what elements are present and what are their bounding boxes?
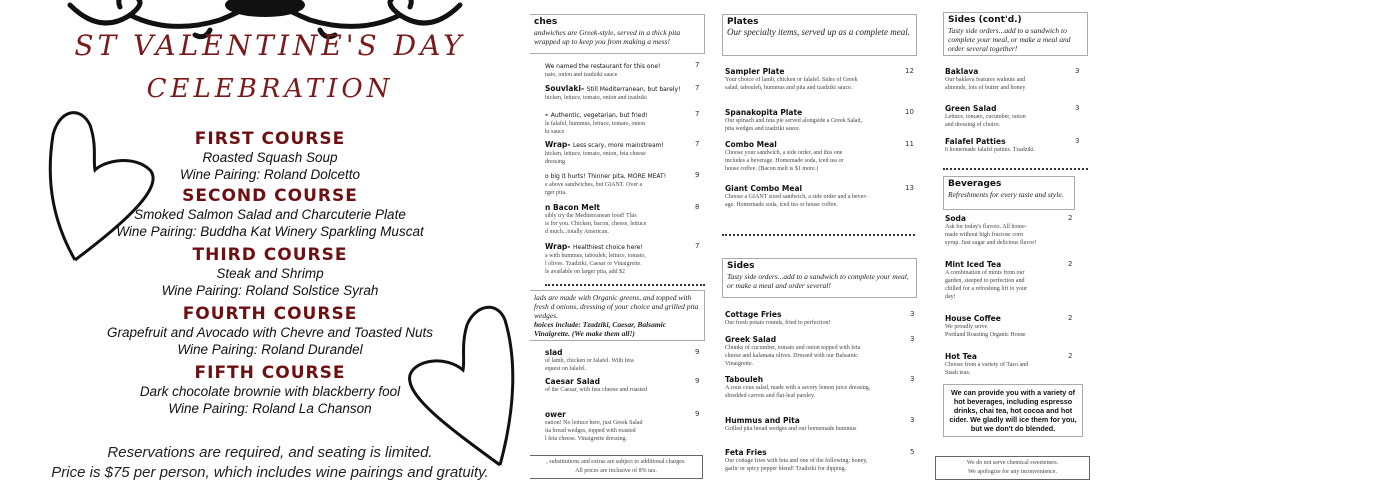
- menu-item: [725, 140, 843, 173]
- item-name-text: Green Salad: [945, 104, 997, 113]
- item-price: 9: [695, 348, 700, 356]
- item-price: 7: [695, 84, 700, 92]
- item-name: [945, 214, 1036, 223]
- item-description: cheese and kalamata olives. Dressed with our Balsamic: [725, 353, 858, 359]
- reservation-note: [0, 443, 540, 483]
- item-description: Your choice of lamb, chicken or falafel. Sides of Greek: [725, 77, 858, 83]
- item-description: Our baklava features walnuts and: [945, 77, 1026, 83]
- item-tagline: Healthiest choice here!: [573, 244, 643, 251]
- item-name: [725, 140, 843, 149]
- beverages-footer: [935, 456, 1090, 480]
- item-description: syrup. Just sugar and delicious flavor!: [945, 240, 1037, 246]
- item-name: [945, 352, 1028, 361]
- item-name-text: Wrap-: [545, 140, 571, 149]
- item-price: 3: [1075, 137, 1080, 145]
- item-name: [945, 314, 1026, 323]
- beverages-header: [943, 176, 1075, 210]
- item-description: dressing: [545, 159, 565, 165]
- item-description: eation! No lettuce here, just Greek Salad: [545, 420, 643, 426]
- section-subtitle: Tasty side orders...add to a sandwich to complete your meal, or make a meal and order several together!: [948, 26, 1071, 53]
- item-name-text: Soda: [945, 214, 966, 223]
- item-price: 12: [905, 67, 914, 75]
- item-description: hicken, lettuce, tomato, onion and tzadziki: [545, 95, 647, 101]
- footer-text: We apologize for any inconvenience.: [968, 469, 1057, 475]
- item-description: includes a beverage. Homemade soda, iced tea or: [725, 158, 844, 164]
- sides-contd-header: [943, 12, 1088, 56]
- item-description: Lettuce, tomato, cucumber, onion: [945, 114, 1026, 120]
- section-divider: [545, 284, 705, 286]
- item-description: l olives. Tzadziki, Caesar or Vinaigrette.: [545, 261, 642, 267]
- menu-item: [725, 67, 858, 92]
- item-description: a with hummus, tabouleh, lettuce, tomato,: [545, 253, 646, 259]
- wine-pairing: Wine Pairing: Roland Durandel: [177, 342, 363, 357]
- menu-item: [545, 203, 646, 236]
- item-description: Stash teas.: [945, 370, 971, 376]
- section-subtitle: Our specialty items, served up as a complete meal.: [727, 27, 910, 37]
- menu-item: [725, 375, 870, 400]
- item-description: Our spinach and feta pie served alongside a Greek Salad,: [725, 118, 862, 124]
- item-description: almonds, lots of butter and honey: [945, 85, 1026, 91]
- menu-item: [945, 137, 1035, 154]
- section-heading: Beverages: [948, 179, 1002, 189]
- section-heading: Plates: [727, 17, 759, 27]
- item-price: 9: [695, 410, 700, 418]
- item-name-text: Baklava: [945, 67, 979, 76]
- menu-item: [545, 84, 680, 102]
- course-heading: SECOND COURSE: [182, 186, 358, 206]
- item-description: garden, steeped to perfection and: [945, 278, 1025, 284]
- beverage-note: We can provide you with a variety of hot beverages, including espresso drinks, chai tea, hot cocoa and hot cider. We gladly will ice them for you, but we don't do blended.: [943, 384, 1083, 437]
- item-name-text: Spanakopita Plate: [725, 108, 803, 117]
- menu-item: [545, 110, 648, 136]
- item-name-text: slad: [545, 348, 563, 357]
- item-description: garlic or spicy pepper blend! Tzadziki for dipping.: [725, 466, 847, 472]
- item-name-text: Falafel Patties: [945, 137, 1006, 146]
- item-name: [725, 335, 860, 344]
- item-description: of the Caesar, with feta cheese and roasted: [545, 387, 648, 393]
- item-description: house coffee. (Bacon melt is $1 more.): [725, 166, 819, 172]
- item-description: Our fresh potato rounds, fried to perfection!: [725, 320, 831, 326]
- item-description: salad, tabouleh, hummus and pita and tzadziki sauce.: [725, 85, 853, 91]
- course-dish: Dark chocolate brownie with blackberry fool: [139, 384, 401, 399]
- course-block: [0, 363, 540, 417]
- item-description: made without high fructose corn: [945, 232, 1023, 238]
- item-description: Our cottage fries with feta and one of the following: honey,: [725, 458, 868, 464]
- item-description: le available on larger pita, add $2: [545, 269, 626, 275]
- item-description: 6 homemade falafel patties. Tzadziki.: [945, 147, 1036, 153]
- menu-item: [945, 67, 1025, 92]
- menu-item: [725, 448, 867, 473]
- item-tagline: Still Mediterranean, but barely!: [586, 86, 681, 93]
- item-name: [725, 310, 830, 319]
- item-name: [545, 377, 647, 386]
- item-price: 9: [695, 377, 700, 385]
- item-name: [545, 61, 660, 71]
- item-name: [725, 67, 858, 76]
- item-name: [545, 410, 642, 419]
- item-description: Vinaigrette.: [725, 361, 754, 367]
- section-subtitle: andwiches are Greek-style, served in a thick pita wrapped up to keep you from making a mess!: [534, 28, 681, 46]
- menu-item: [725, 416, 856, 433]
- wine-pairing: Wine Pairing: Roland La Chanson: [168, 401, 372, 416]
- item-name-text: -: [545, 110, 549, 119]
- item-description: and dressing of choice.: [945, 122, 1001, 128]
- item-price: 7: [695, 242, 700, 250]
- item-price: 8: [695, 203, 700, 211]
- item-name-text: Cottage Fries: [725, 310, 782, 319]
- item-name-text: Hummus and Pita: [725, 416, 800, 425]
- item-description: le falafel, hummus, lettuce, tomato, onion: [545, 121, 646, 127]
- item-description: d much...totally American.: [545, 229, 609, 235]
- price-text: Price is $75 per person, which includes wine pairings and gratuity.: [51, 464, 489, 481]
- salads-footer: [530, 455, 703, 479]
- menu-item: [545, 348, 634, 373]
- item-name-text: Souvlaki-: [545, 84, 585, 93]
- item-name-text: Sampler Plate: [725, 67, 785, 76]
- section-divider: [722, 234, 915, 236]
- menu-item: [725, 335, 860, 368]
- menu-item: [725, 310, 830, 327]
- item-name-text: Giant Combo Meal: [725, 184, 803, 193]
- item-description: pita wedges and tzadziki sauce.: [725, 126, 801, 132]
- section-divider: [943, 168, 1088, 170]
- item-name-text: Hot Tea: [945, 352, 977, 361]
- item-price: 7: [695, 110, 700, 118]
- wine-pairing: Wine Pairing: Roland Dolcetto: [180, 167, 360, 182]
- item-price: 3: [910, 310, 915, 318]
- item-name-text: Feta Fries: [725, 448, 767, 457]
- item-price: 3: [910, 335, 915, 343]
- valentine-menu: [0, 0, 530, 500]
- item-price: 7: [695, 140, 700, 148]
- footer-text: We do not serve chemical sweeteners.: [966, 460, 1059, 466]
- course-heading: FIRST COURSE: [194, 129, 346, 149]
- course-block: [0, 304, 540, 358]
- item-name: [945, 260, 1027, 269]
- item-name-text: House Coffee: [945, 314, 1001, 323]
- menu-item: [545, 140, 664, 166]
- item-price: 13: [905, 184, 914, 192]
- item-name-text: Greek Salad: [725, 335, 777, 344]
- item-description: A cous cous salad, made with a savory lemon juice dressing,: [725, 385, 871, 391]
- section-heading: ches: [534, 17, 558, 27]
- menu-item: [545, 171, 666, 197]
- item-price: 3: [1075, 67, 1080, 75]
- item-description: Ask for today's flavors. All home-: [945, 224, 1027, 230]
- item-description: Grilled pita bread wedges and our homemade hummus: [725, 426, 857, 432]
- item-price: 3: [910, 375, 915, 383]
- course-heading: FOURTH COURSE: [182, 304, 358, 324]
- course-heading: THIRD COURSE: [192, 245, 348, 265]
- item-tagline: Authentic, vegetarian, but fried!: [550, 112, 648, 119]
- item-description: Choose from a variety of Tazo and: [945, 362, 1029, 368]
- item-name: [725, 108, 862, 117]
- item-tagline: We named the restaurant for this one!: [545, 63, 661, 70]
- item-name: [725, 448, 867, 457]
- item-name: [545, 140, 664, 150]
- section-subtitle: Refreshments for every taste and style.: [948, 190, 1064, 199]
- item-price: 2: [1068, 352, 1073, 360]
- item-name: [945, 104, 1026, 113]
- item-price: 10: [905, 108, 914, 116]
- item-name-text: Caesar Salad: [545, 377, 600, 386]
- item-name-text: ower: [545, 410, 566, 419]
- reservation-text: Reservations are required, and seating is limited.: [107, 444, 433, 461]
- item-description: ki sauce: [545, 129, 565, 135]
- item-name: [945, 137, 1035, 146]
- plates-header: [722, 14, 917, 56]
- menu-item: [945, 352, 1028, 377]
- menu-item: [545, 61, 660, 79]
- item-description: day!: [945, 294, 956, 300]
- item-description: Choose your sandwich, a side order, and this one: [725, 150, 843, 156]
- course-block: [0, 186, 540, 240]
- item-name: [545, 84, 680, 94]
- item-description: rger pita.: [545, 190, 567, 196]
- item-description: equest on falafel.: [545, 366, 587, 372]
- section-heading: Sides (cont'd.): [948, 15, 1022, 25]
- item-name-text: n Bacon Melt: [545, 203, 600, 212]
- section-subtitle: Tasty side orders...add to a sandwich to complete your meal, or make a meal and order several!: [727, 272, 909, 290]
- course-dish: Grapefruit and Avocado with Chevre and Toasted Nuts: [107, 325, 433, 340]
- menu-item: [725, 108, 862, 133]
- item-name: [545, 203, 646, 212]
- item-name-text: Combo Meal: [725, 140, 777, 149]
- salads-header: [530, 290, 705, 341]
- course-dish: Steak and Shrimp: [216, 266, 324, 281]
- item-name: [545, 110, 648, 120]
- item-price: 5: [910, 448, 915, 456]
- item-name: [725, 375, 870, 384]
- item-name: [545, 348, 634, 357]
- item-description: A combination of mints from our: [945, 270, 1025, 276]
- item-price: 9: [695, 171, 700, 179]
- wine-pairing: Wine Pairing: Buddha Kat Winery Sparkling Muscat: [116, 224, 424, 239]
- item-name: [725, 416, 856, 425]
- item-description: Portland Roasting Organic House: [945, 332, 1026, 338]
- item-description: nato, onion and tzadziki sauce: [545, 72, 618, 78]
- item-tagline: Less scary, more mainstream!: [573, 142, 664, 149]
- wine-pairing: Wine Pairing: Roland Solstice Syrah: [161, 283, 379, 298]
- item-price: 11: [905, 140, 914, 148]
- item-description: of lamb, chicken or falafel. With feta: [545, 358, 634, 364]
- menu-item: [945, 104, 1026, 129]
- item-tagline: o big it hurts! Thinner pita, MORE MEAT!: [545, 173, 667, 180]
- item-price: 3: [1075, 104, 1080, 112]
- item-description: l feta cheese. Vinaigrette dressing.: [545, 436, 628, 442]
- footer-text: All prices are inclusive of 8% tax.: [575, 468, 657, 474]
- item-description: hicken, lettuce, tomato, onion, feta cheese: [545, 151, 646, 157]
- menu-item: [725, 184, 867, 209]
- menu-item: [545, 410, 642, 443]
- item-name-text: Tabouleh: [725, 375, 764, 384]
- item-price: 7: [695, 61, 700, 69]
- item-name: [725, 184, 867, 193]
- item-price: 2: [1068, 314, 1073, 322]
- section-subtitle: lads are made with Organic greens, and topped with fresh d onions, dressing of your choice and grilled pita wedges.: [534, 293, 699, 320]
- menu-item: [545, 242, 646, 276]
- item-description: We proudly serve: [945, 324, 988, 330]
- menu-item: [945, 214, 1036, 247]
- item-description: Choose a GIANT sized sandwich, a side order and a bever-: [725, 194, 868, 200]
- item-description: sibly try the Mediterranean food! This: [545, 213, 637, 219]
- section-heading: Sides: [727, 261, 755, 271]
- item-name: [945, 67, 1025, 76]
- item-name-text: Mint Iced Tea: [945, 260, 1002, 269]
- item-description: shredded carrots and flat-leaf parsley.: [725, 393, 816, 399]
- course-dish: Smoked Salmon Salad and Charcuterie Plate: [134, 207, 406, 222]
- item-price: 3: [910, 416, 915, 424]
- course-block: [0, 129, 540, 183]
- course-block: [0, 245, 540, 299]
- sandwiches-header: [530, 14, 705, 54]
- menu-item: [945, 260, 1027, 301]
- item-name: [545, 242, 646, 252]
- item-price: 2: [1068, 260, 1073, 268]
- footer-text: , substitutions and extras are subject to additional charges.: [546, 459, 686, 465]
- item-description: chilled for a refreshing lift to your: [945, 286, 1027, 292]
- item-name-text: Wrap-: [545, 242, 571, 251]
- item-name: [545, 171, 666, 181]
- event-subtitle: CELEBRATION: [146, 74, 394, 104]
- sides-header: [722, 258, 917, 298]
- menu-item: [545, 377, 647, 394]
- item-description: ita bread wedges, topped with roasted: [545, 428, 636, 434]
- event-title: ST VALENTINE'S DAY: [74, 29, 466, 62]
- item-description: e above sandwiches, but GIANT. Over a: [545, 182, 643, 188]
- menu-item: [945, 314, 1026, 339]
- course-dish: Roasted Squash Soup: [202, 150, 338, 165]
- section-subtitle-bold: hoices include: Tzadziki, Caesar, Balsamic Vinaigrette. (We make them all!): [534, 320, 667, 338]
- item-price: 2: [1068, 214, 1073, 222]
- course-heading: FIFTH COURSE: [194, 363, 346, 383]
- item-description: Chunks of cucumber, tomato and onion topped with feta: [725, 345, 861, 351]
- item-description: age. Homemade soda, iced tea or house coffee.: [725, 202, 838, 208]
- item-description: is for you. Chicken, bacon, cheese, lettuce: [545, 221, 647, 227]
